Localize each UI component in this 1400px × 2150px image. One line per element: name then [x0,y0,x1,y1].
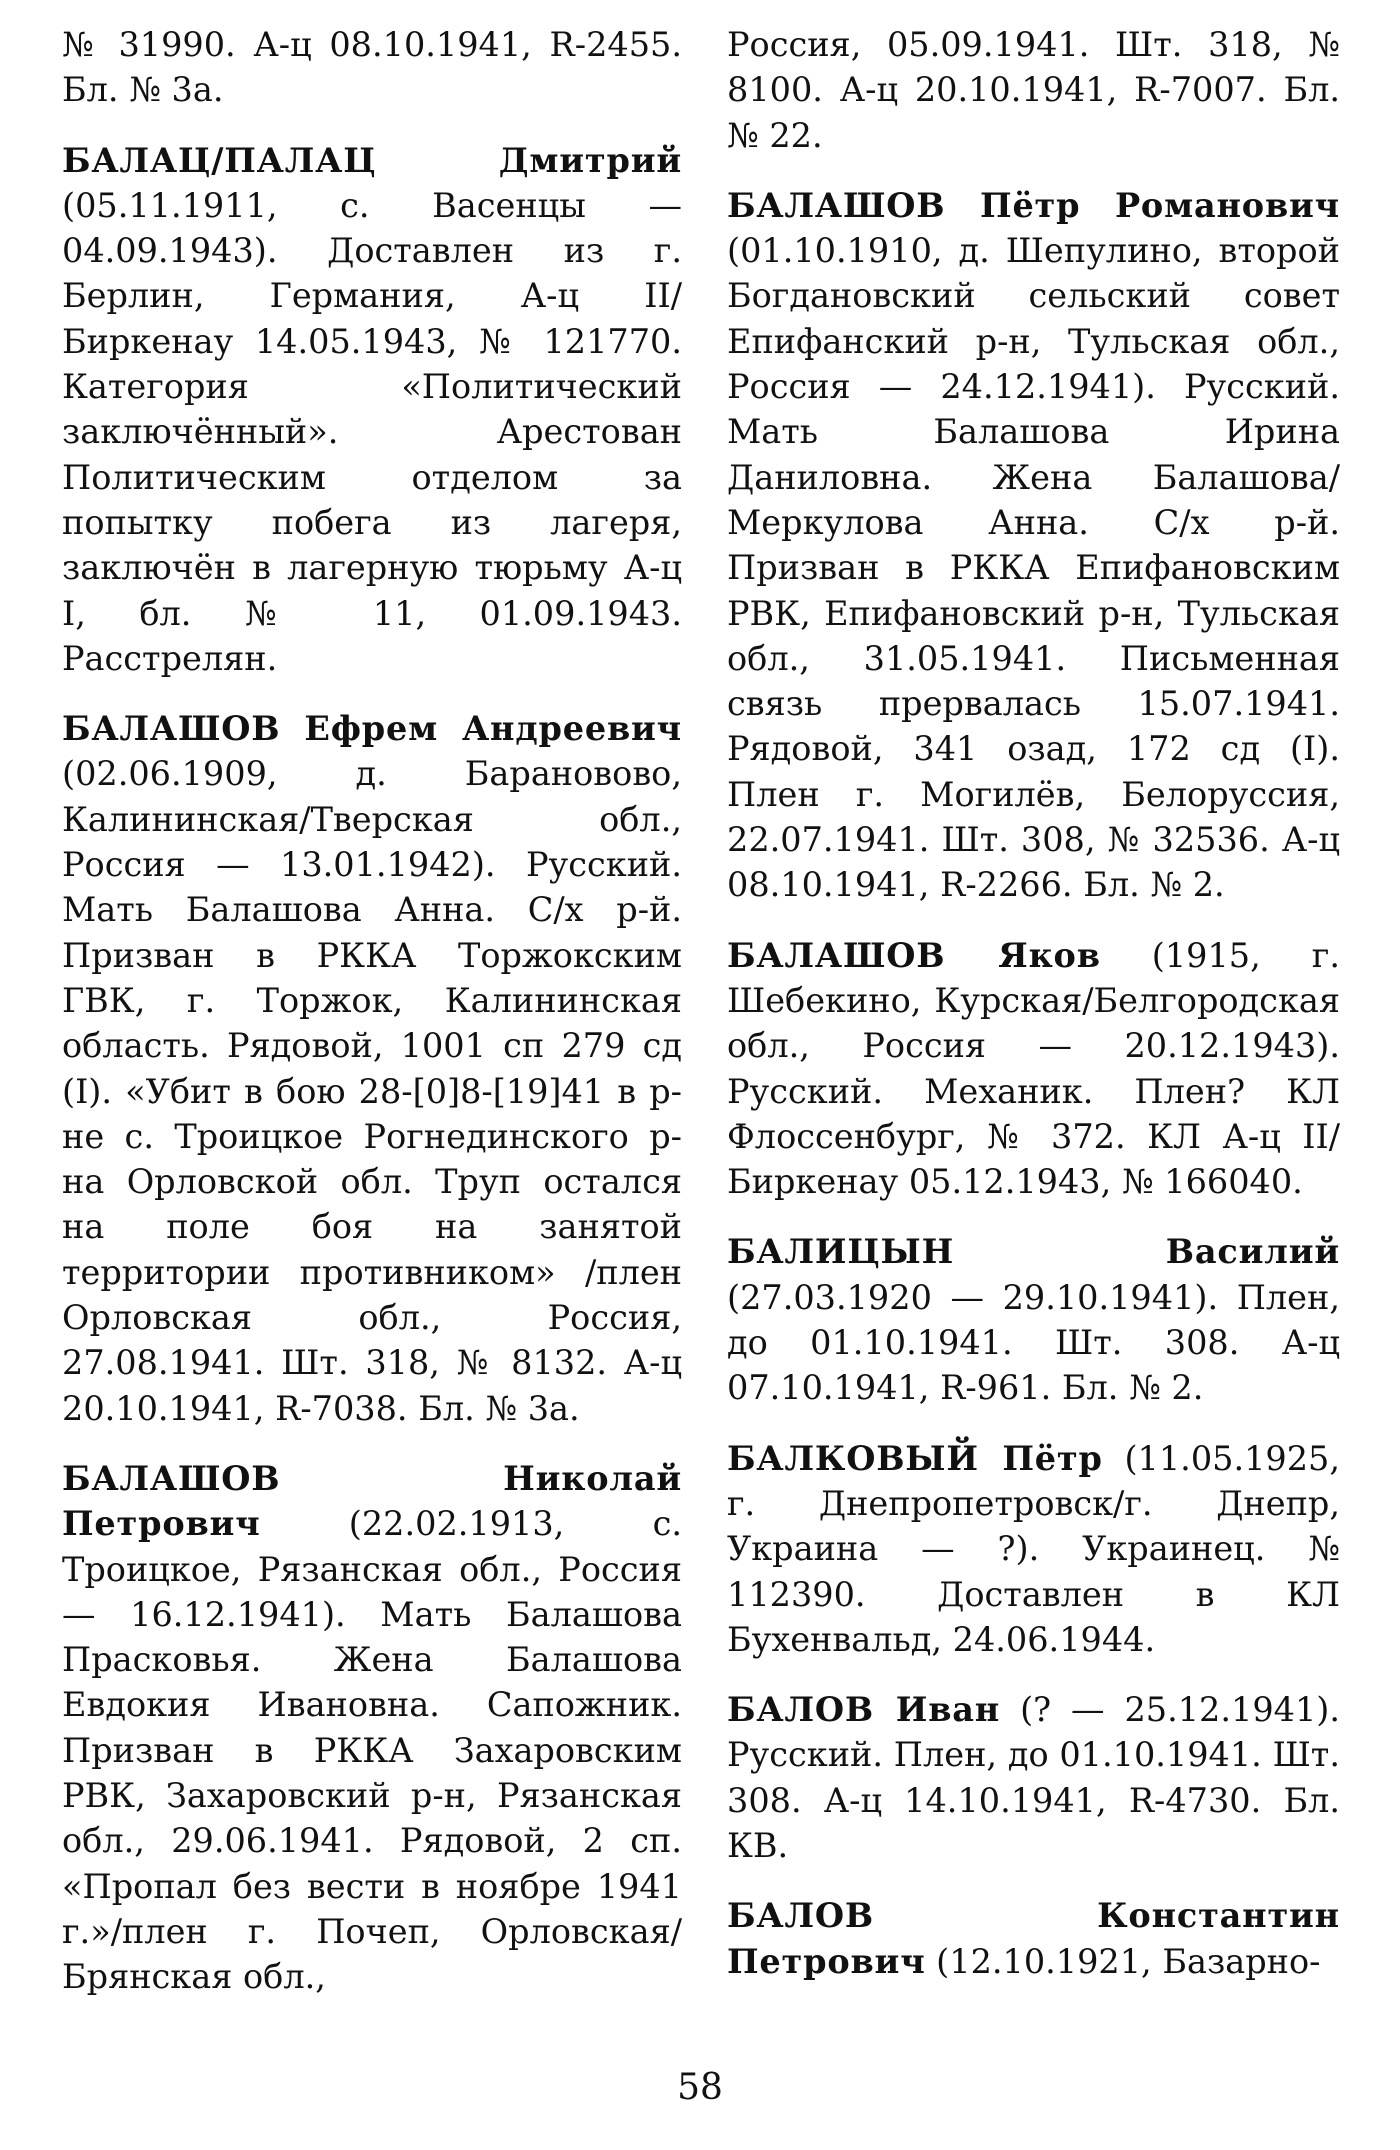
entry-text: (12.10.1921, Базарно- [925,1941,1321,1981]
entry-name: БАЛАШОВ Яков [727,935,1101,975]
entry [727,933,1340,1205]
entry-text: (22.02.1913, с. Троицкое, Рязанская обл., Россия — 16.12.1941). Мать Балашова Прасковья. Жена Балашова Евдокия Ивановна. Сапожник. Призван в РККА Захаровским РВК, Захаровский р-н, Рязанская обл., 29.06.1941. Рядовой, 2 сп. «Пропал без вести в ноябре 1941 г.»/плен г. Почеп, Орловская/Брянская обл., [62,1504,682,1997]
entry [727,1893,1340,1984]
entry [727,183,1340,908]
entry [727,1687,1340,1868]
entry-text: № 31990. А-ц 08.10.1941, R-2455. Бл. № 3а. [62,25,682,110]
entry [62,138,682,682]
entry [727,1229,1340,1410]
entry-name: БАЛОВ Иван [727,1690,1001,1730]
entry-name: БАЛИЦЫН Василий [727,1232,1340,1272]
right-column [727,22,1340,2009]
page-number: 58 [677,2067,723,2108]
entry [62,1456,682,2000]
entry [727,1436,1340,1662]
entry-text: (1915, г. Шебекино, Курская/Белгородская обл., Россия — 20.12.1943). Русский. Механик. Плен? КЛ Флоссенбург, № 372. КЛ А-ц II/Биркенау 05.12.1943, № 166040. [727,935,1340,1202]
entry-text: (? — 25.12.1941). Русский. Плен, до 01.10.1941. Шт. 308. А-ц 14.10.1941, R-4730. Бл. КВ. [727,1690,1340,1865]
entry-text: (05.11.1911, с. Васенцы — 04.09.1943). Доставлен из г. Берлин, Германия, А-ц II/Биркенау 14.05.1943, № 121770. Категория «Политический заключённый». Арестован Политическим отделом за попытку побега из лагеря, заключён в лагерную тюрьму А-ц I, бл. № 11, 01.09.1943. Расстрелян. [62,185,682,678]
entry-name: БАЛКОВЫЙ Пётр [727,1438,1103,1478]
entry-text: (01.10.1910, д. Шепулино, второй Богдановский сельский совет Епифанский р-н, Тульская обл., Россия — 24.12.1941). Русский. Мать Балашова Ирина Даниловна. Жена Балашова/Меркулова Анна. С/х р-й. Призван в РККА Епифановским РВК, Епифановский р-н, Тульская обл., 31.05.1941. Письменная связь прервалась 15.07.1941. Рядовой, 341 озад, 172 сд (I). Плен г. Могилёв, Белоруссия, 22.07.1941. Шт. 308, № 32536. А-ц 08.10.1941, R-2266. Бл. № 2. [727,231,1340,905]
entry-name: БАЛАШОВ Ефрем Андреевич [62,709,682,749]
entry-continuation [62,22,682,113]
entry-continuation [727,22,1340,158]
entry-text: Россия, 05.09.1941. Шт. 318, № 8100. А-ц 20.10.1941, R-7007. Бл. № 22. [727,25,1340,155]
entry-text: (27.03.1920 — 29.10.1941). Плен, до 01.10.1941. Шт. 308. А-ц 07.10.1941, R-961. Бл. № 2. [727,1277,1340,1408]
entry-name: БАЛАШОВ Пётр Романович [727,185,1340,225]
entry-name: БАЛОВ Константин Петрович [727,1896,1340,1981]
left-column [62,22,682,2024]
entry-name: БАЛАШОВ Николай Петрович [62,1458,682,1544]
entry-name: БАЛАЦ/ПАЛАЦ Дмитрий [62,140,682,180]
entry-text: (11.05.1925, г. Днепропетровск/г. Днепр, Украина — ?). Украинец. № 112390. Доставлен в КЛ Бухенвальд, 24.06.1944. [727,1438,1340,1659]
entry [62,706,682,1431]
entry-text: (02.06.1909, д. Барановово, Калининская/Тверская обл., Россия — 13.01.1942). Русский. Мать Балашова Анна. С/х р-й. Призван в РККА Торжокским ГВК, г. Торжок, Калининская область. Рядовой, 1001 сп 279 сд (I). «Убит в бою 28-[0]8-[19]41 в р-не с. Троицкое Рогнединского р-на Орловской обл. Труп остался на поле боя на занятой территории противником» /плен Орловская обл., Россия, 27.08.1941. Шт. 318, № 8132. А-ц 20.10.1941, R-7038. Бл. № 3а. [62,754,682,1428]
